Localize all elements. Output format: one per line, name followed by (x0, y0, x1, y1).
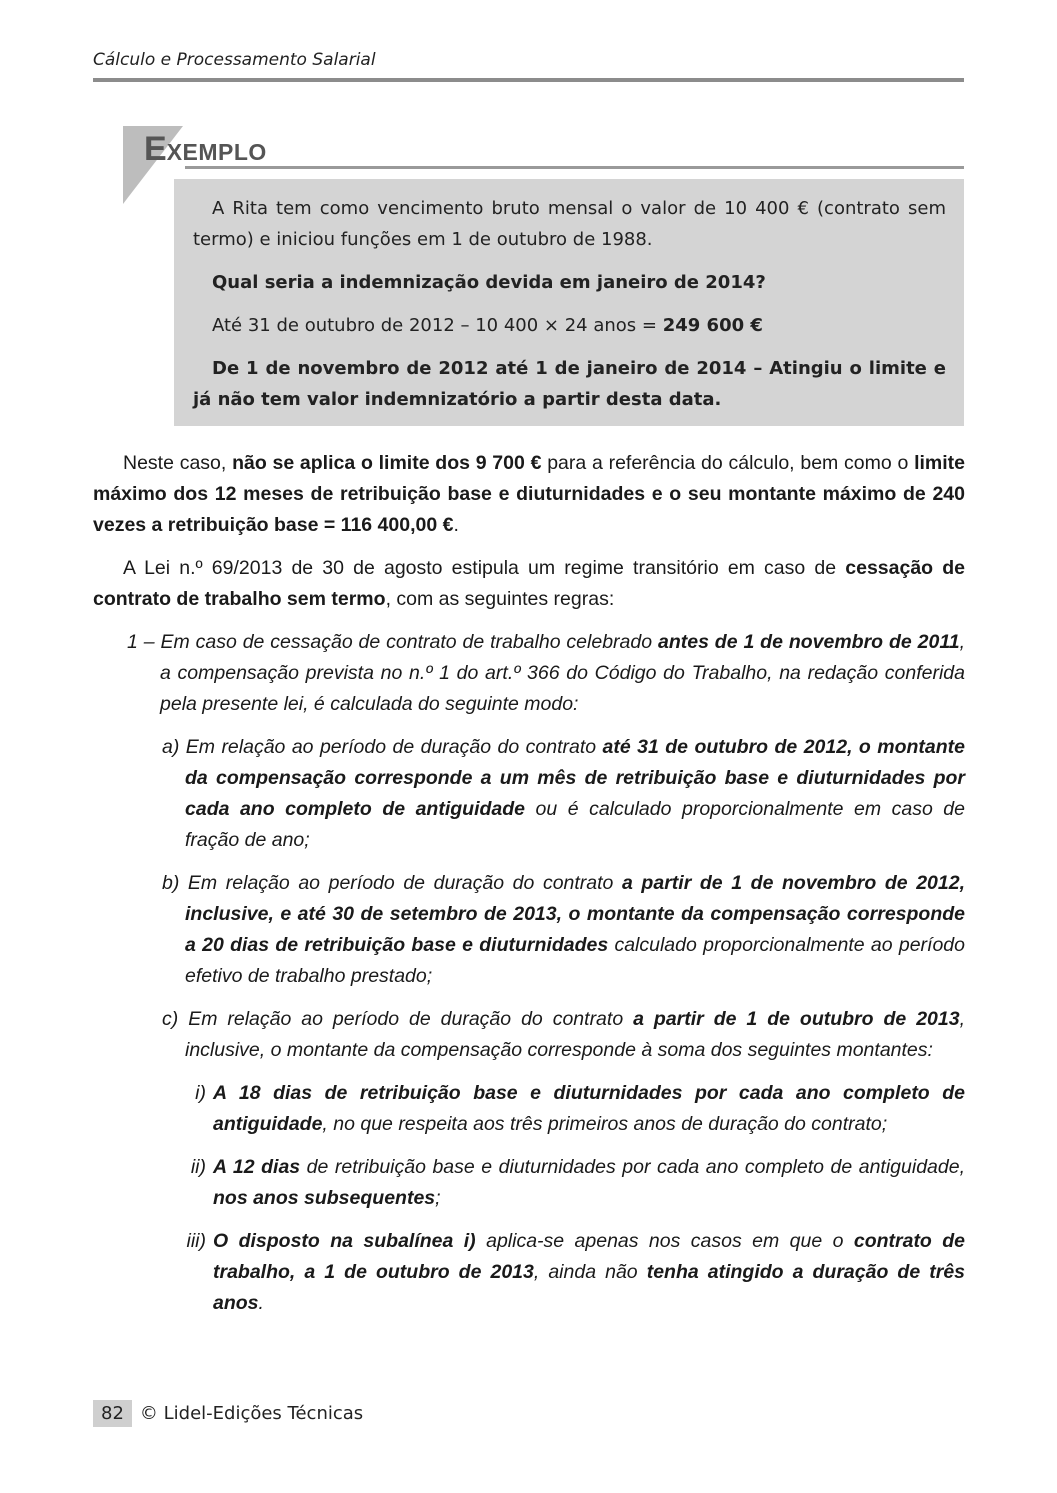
rule-item-i: i) A 18 dias de retribuição base e diuturnidades por cada ano completo de antiguidade, no que respeita aos três primeiros anos de duração do contrato; (195, 1082, 965, 1135)
example-rule (185, 166, 964, 169)
page-number: 82 (93, 1400, 132, 1427)
main-text (93, 448, 965, 1331)
rule-item-a: a) Em relação ao período de duração do contrato até 31 de outubro de 2012, o montante da compensação corresponde a um mês de retribuição base e diuturnidades por cada ano completo de antiguidade ou é calculado proporcionalmente em caso de fração de ano; (162, 736, 966, 851)
example-question: Qual seria a indemnização devida em janeiro de 2014? (212, 272, 766, 293)
paragraph-limit: Neste caso, não se aplica o limite dos 9 700 € para a referência do cálculo, bem como o limite máximo dos 12 meses de retribuição base e diuturnidades e o seu montante máximo de 240 vezes a retribuição base = 116 400,00 €. (93, 452, 966, 536)
example-conclusion: De 1 de novembro de 2012 até 1 de janeiro de 2014 – Atingiu o limite e já não tem valor indemnizatório a partir desta data. (193, 358, 946, 410)
paragraph-law: A Lei n.º 69/2013 de 30 de agosto estipula um regime transitório em caso de cessação de contrato de trabalho sem termo, com as seguintes regras: (93, 557, 965, 610)
example-calc-result: 249 600 € (662, 315, 763, 336)
example-title-initial: E (144, 130, 167, 168)
example-box (174, 179, 964, 426)
example-paragraph: A Rita tem como vencimento bruto mensal o valor de 10 400 € (contrato sem termo) e iniciou funções em 1 de outubro de 1988. (193, 198, 946, 250)
copyright-text: © Lidel-Edições Técnicas (139, 1403, 364, 1424)
example-calculation: Até 31 de outubro de 2012 – 10 400 × 24 anos = 249 600 € (212, 315, 763, 336)
rule-item-1: 1 – Em caso de cessação de contrato de trabalho celebrado antes de 1 de novembro de 2011, a compensação prevista no n.º 1 do art.º 366 do Código do Trabalho, na redação conferida pela presente lei, é calculada do seguinte modo: (127, 631, 965, 715)
example-title (144, 130, 267, 169)
rule-item-b: b) Em relação ao período de duração do contrato a partir de 1 de novembro de 2012, inclusive, e até 30 de setembro de 2013, o montante da compensação corresponde a 20 dias de retribuição base e diuturnidades calculado proporcionalmente ao período efetivo de trabalho prestado; (162, 872, 965, 987)
example-title-rest: XEMPLO (166, 139, 267, 165)
rule-item-ii: ii) A 12 dias de retribuição base e diuturnidades por cada ano completo de antiguidade, nos anos subsequentes; (190, 1156, 966, 1209)
rule-item-iii: iii) O disposto na subalínea i) aplica-se apenas nos casos em que o contrato de trabalho, a 1 de outubro de 2013, ainda não tenha atingido a duração de três anos. (186, 1230, 966, 1314)
running-header: Cálculo e Processamento Salarial (93, 50, 376, 70)
rule-item-c: c) Em relação ao período de duração do contrato a partir de 1 de outubro de 2013, inclusive, o montante da compensação corresponde à soma dos seguintes montantes: (162, 1008, 966, 1061)
page-footer (93, 1400, 363, 1428)
header-rule (93, 78, 964, 82)
